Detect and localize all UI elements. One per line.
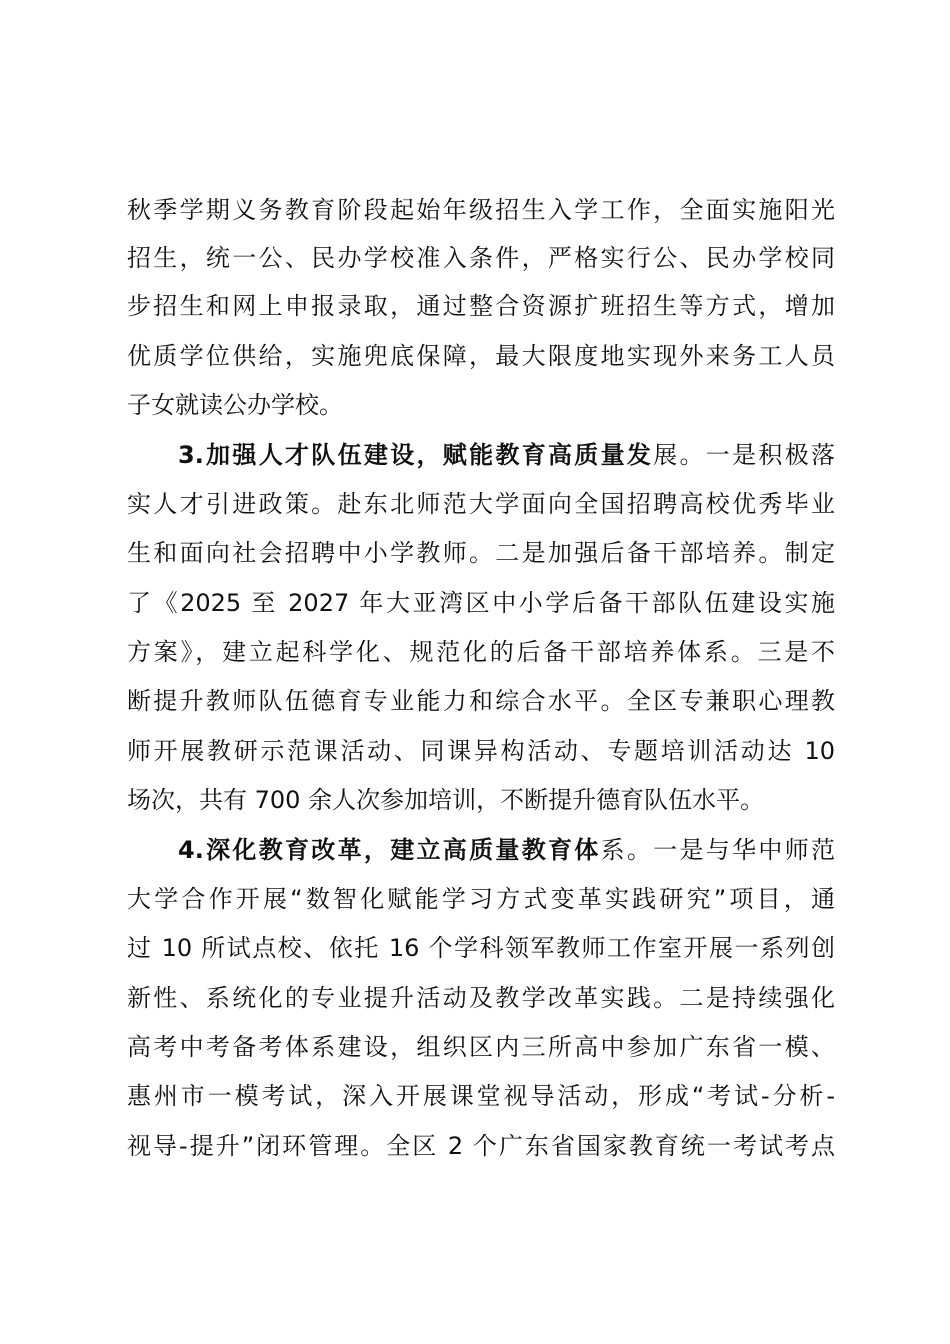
body-line: 实人才引进政策。赴东北师范大学面向全国招聘高校优秀毕业 [127,490,835,518]
body-line: 断提升教师队伍德育专业能力和综合水平。全区专兼职心理教 [127,687,835,715]
body-line: 惠州市一模考试，深入开展课堂视导活动，形成“考试-分析- [127,1082,835,1110]
body-line: 了《2025 至 2027 年大亚湾区中小学后备干部队伍建设实施 [127,589,835,617]
section-heading: 4.深化教育改革，建立高质量教育体 [178,836,601,864]
body-line: 优质学位供给，实施兜底保障，最大限度地实现外来务工人员 [127,342,835,370]
body-line: 师开展教研示范课活动、同课异构活动、专题培训活动达 10 [127,737,835,765]
section-heading-tail: 系。一是与华中师范 [600,836,835,864]
body-line: 子女就读公办学校。 [127,391,343,419]
section-heading-tail: 展。一是积极落 [653,441,835,469]
body-line: 生和面向社会招聘中小学教师。二是加强后备干部培养。制定 [127,539,835,567]
body-line: 招生，统一公、民办学校准入条件，严格实行公、民办学校同 [127,244,835,272]
section-heading-line [178,830,835,870]
body-line: 高考中考备考体系建设，组织区内三所高中参加广东省一模、 [127,1033,835,1061]
body-line: 秋季学期义务教育阶段起始年级招生入学工作，全面实施阳光 [127,196,835,224]
section-heading: 3.加强人才队伍建设，赋能教育高质量发 [178,441,654,469]
body-line: 步招生和网上申报录取，通过整合资源扩班招生等方式，增加 [127,292,835,320]
section-heading-line [178,435,835,475]
body-line: 过 10 所试点校、依托 16 个学科领军教师工作室开展一系列创 [127,934,835,962]
body-line: 方案》，建立起科学化、规范化的后备干部培养体系。三是不 [127,638,835,666]
body-line: 视导-提升”闭环管理。全区 2 个广东省国家教育统一考试考点 [127,1132,835,1160]
body-line: 场次，共有 700 余人次参加培训，不断提升德育队伍水平。 [127,786,765,814]
body-line: 大学合作开展“数智化赋能学习方式变革实践研究”项目，通 [127,885,835,913]
body-line: 新性、系统化的专业提升活动及教学改革实践。二是持续强化 [127,984,835,1012]
